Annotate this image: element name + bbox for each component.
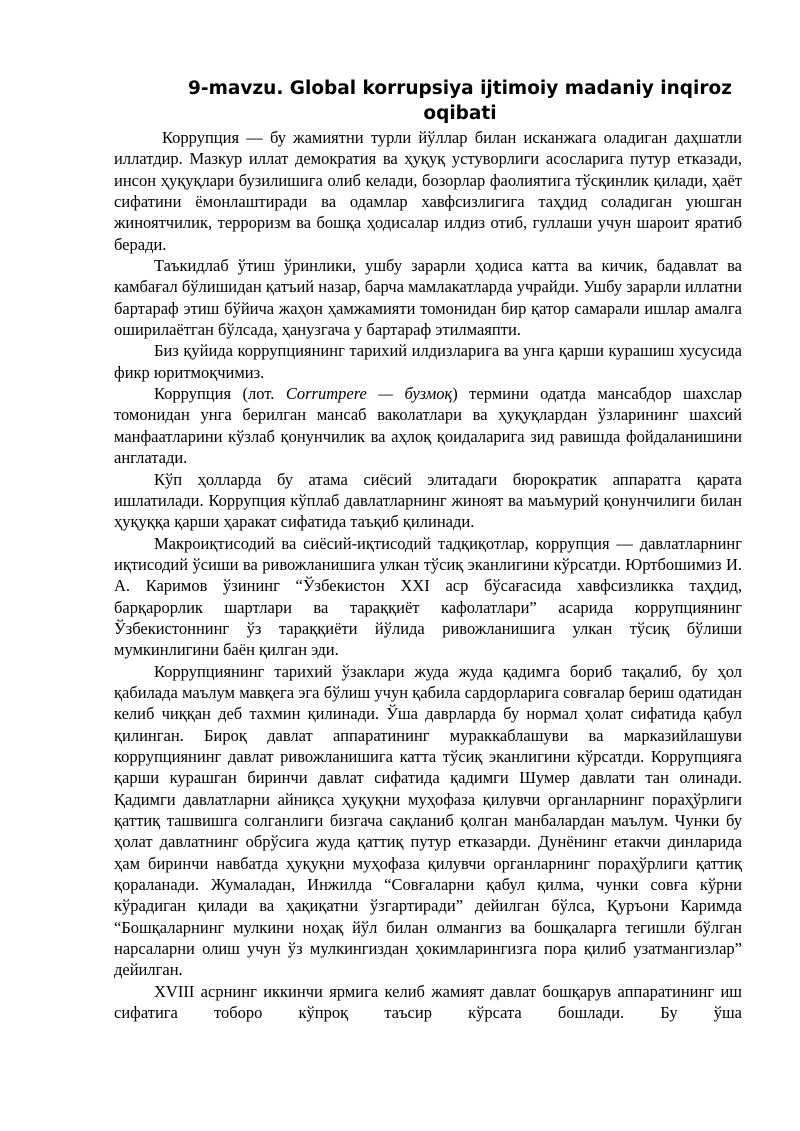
paragraph-4 xyxy=(114,383,742,468)
document-title xyxy=(170,76,750,126)
paragraph-7: Коррупциянинг тарихий ўзаклари жуда жуда қадимга бориб тақалиб, бу ҳол қабилада маълум мавқега эга бўлиш учун қабила сардорларига совғалар бериш одатидан келиб чиққан деб тахмин қилинади. Ўша даврларда бу нормал ҳолат сифатида қабул қилинган. Бироқ давлат аппаратининг мураккаблашуви ва марказийлашуви коррупциянинг давлат ривожланишига катта тўсиқ эканлигини кўрсатди. Коррупцияга қарши курашган биринчи давлат сифатида қадимги Шумер давлати тан олинади. Қадимги давлатларни айниқса ҳуқуқни муҳофаза қилувчи органларнинг пораҳўрлиги қаттиқ ташвишга солганлиги бизгача сақланиб қолган манбалардан маълум. Чунки бу ҳолат давлатнинг обрўсига жуда қаттиқ путур етказарди. Дунёнинг етакчи динларида ҳам биринчи навбатда ҳуқуқни муҳофаза қилувчи органларнинг пораҳўрлиги қаттиқ қораланади. Жумаладан, Инжилда “Совғаларни қабул қилма, чунки совға кўрни кўрадиган қилади ва ҳақиқатни ўзгартиради” дейилган бўлса, Қуръони Каримда “Бошқаларнинг мулкини ноҳақ йўл билан олмангиз ва бошқаларга тегишли бўлган нарсаларни олиш учун ўз мулкингиздан ҳокимларингизга пора қилиб узатмангизлар” дейилган. xyxy=(114,661,742,980)
paragraph-8: XVIII асрнинг иккинчи ярмига келиб жамият давлат бошқарув аппаратининг иш сифатига тоборо кўпроқ таъсир кўрсата бошлади. Бу ўша xyxy=(114,981,742,1023)
paragraph-1: Коррупция — бу жамиятни турли йўллар билан исканжага оладиган даҳшатли иллатдир. Мазкур иллат демократия ва ҳуқуқ устуворлиги асосларига путур етказади, инсон ҳуқуқлари бузилишига олиб келади, бозорлар фаолиятига тўсқинлик қилади, ҳаёт сифатини ёмонлаштиради ва одамлар хавфсизлигига таҳдид соладиган уюшган жиноятчилик, терроризм ва бошқа ҳодисалар илдиз отиб, гуллаши учун шароит яратиб беради. xyxy=(114,128,742,254)
paragraph-4-before: Коррупция (лот. xyxy=(154,384,286,404)
paragraph-3: Биз қуйида коррупциянинг тарихий илдизларига ва унга қарши курашиш хусусида фикр юритмоқчимиз. xyxy=(114,341,742,382)
paragraph-5: Кўп ҳолларда бу атама сиёсий элитадаги бюрократик аппаратга қарата ишлатилади. Коррупция кўплаб давлатларнинг жиноят ва маъмурий қонунчилиги билан ҳуқуққа қарши ҳаракат сифатида таъқиб қилинади. xyxy=(114,469,742,532)
title-line-2: oqibati xyxy=(423,103,497,124)
paragraph-4-italic-term: Corrumpere — бузмоқ xyxy=(285,384,453,404)
paragraph-6: Макроиқтисодий ва сиёсий-иқтисодий тадқиқотлар, коррупция — давлатларнинг иқтисодий ўсиши ва ривожланишига улкан тўсиқ эканлигини кўрсатди. Юртбошимиз И. А. Каримов ўзининг “Ўзбекистон XXI аср бўсағасида хавфсизликка таҳдид, барқарорлик шартлари ва тараққиёт кафолатлари” асарида коррупциянинг Ўзбекистоннинг ўз тараққиёти йўлида ривожланишига улкан тўсиқ бўлиши мумкинлигини баён қилган эди. xyxy=(114,533,742,660)
paragraph-2: Таъкидлаб ўтиш ўринлики, ушбу зарарли ҳодиса катта ва кичик, бадавлат ва камбағал бўлишидан қатъий назар, барча мамлакатларда учрайди. Ушбу зарарли иллатни бартараф этиш бўйича жаҳон ҳамжамияти томонидан бир қатор самарали ишлар амалга оширилаётган бўлсада, ҳанузгача у бартараф этилмаяпти. xyxy=(114,256,742,340)
title-line-1: 9-mavzu. Global korrupsiya ijtimoiy madaniy inqiroz xyxy=(188,78,732,99)
document-body xyxy=(114,127,742,1023)
paragraph-4-after: ) термини одатда мансабдор шахслар томонидан унга берилган мансаб ваколатлари ва ҳуқуқлардан ўзларининг шахсий манфаатларини кўзлаб қонунчилик ва аҳлоқ қоидаларига зид равишда фойдаланишини англатади. xyxy=(114,384,743,468)
